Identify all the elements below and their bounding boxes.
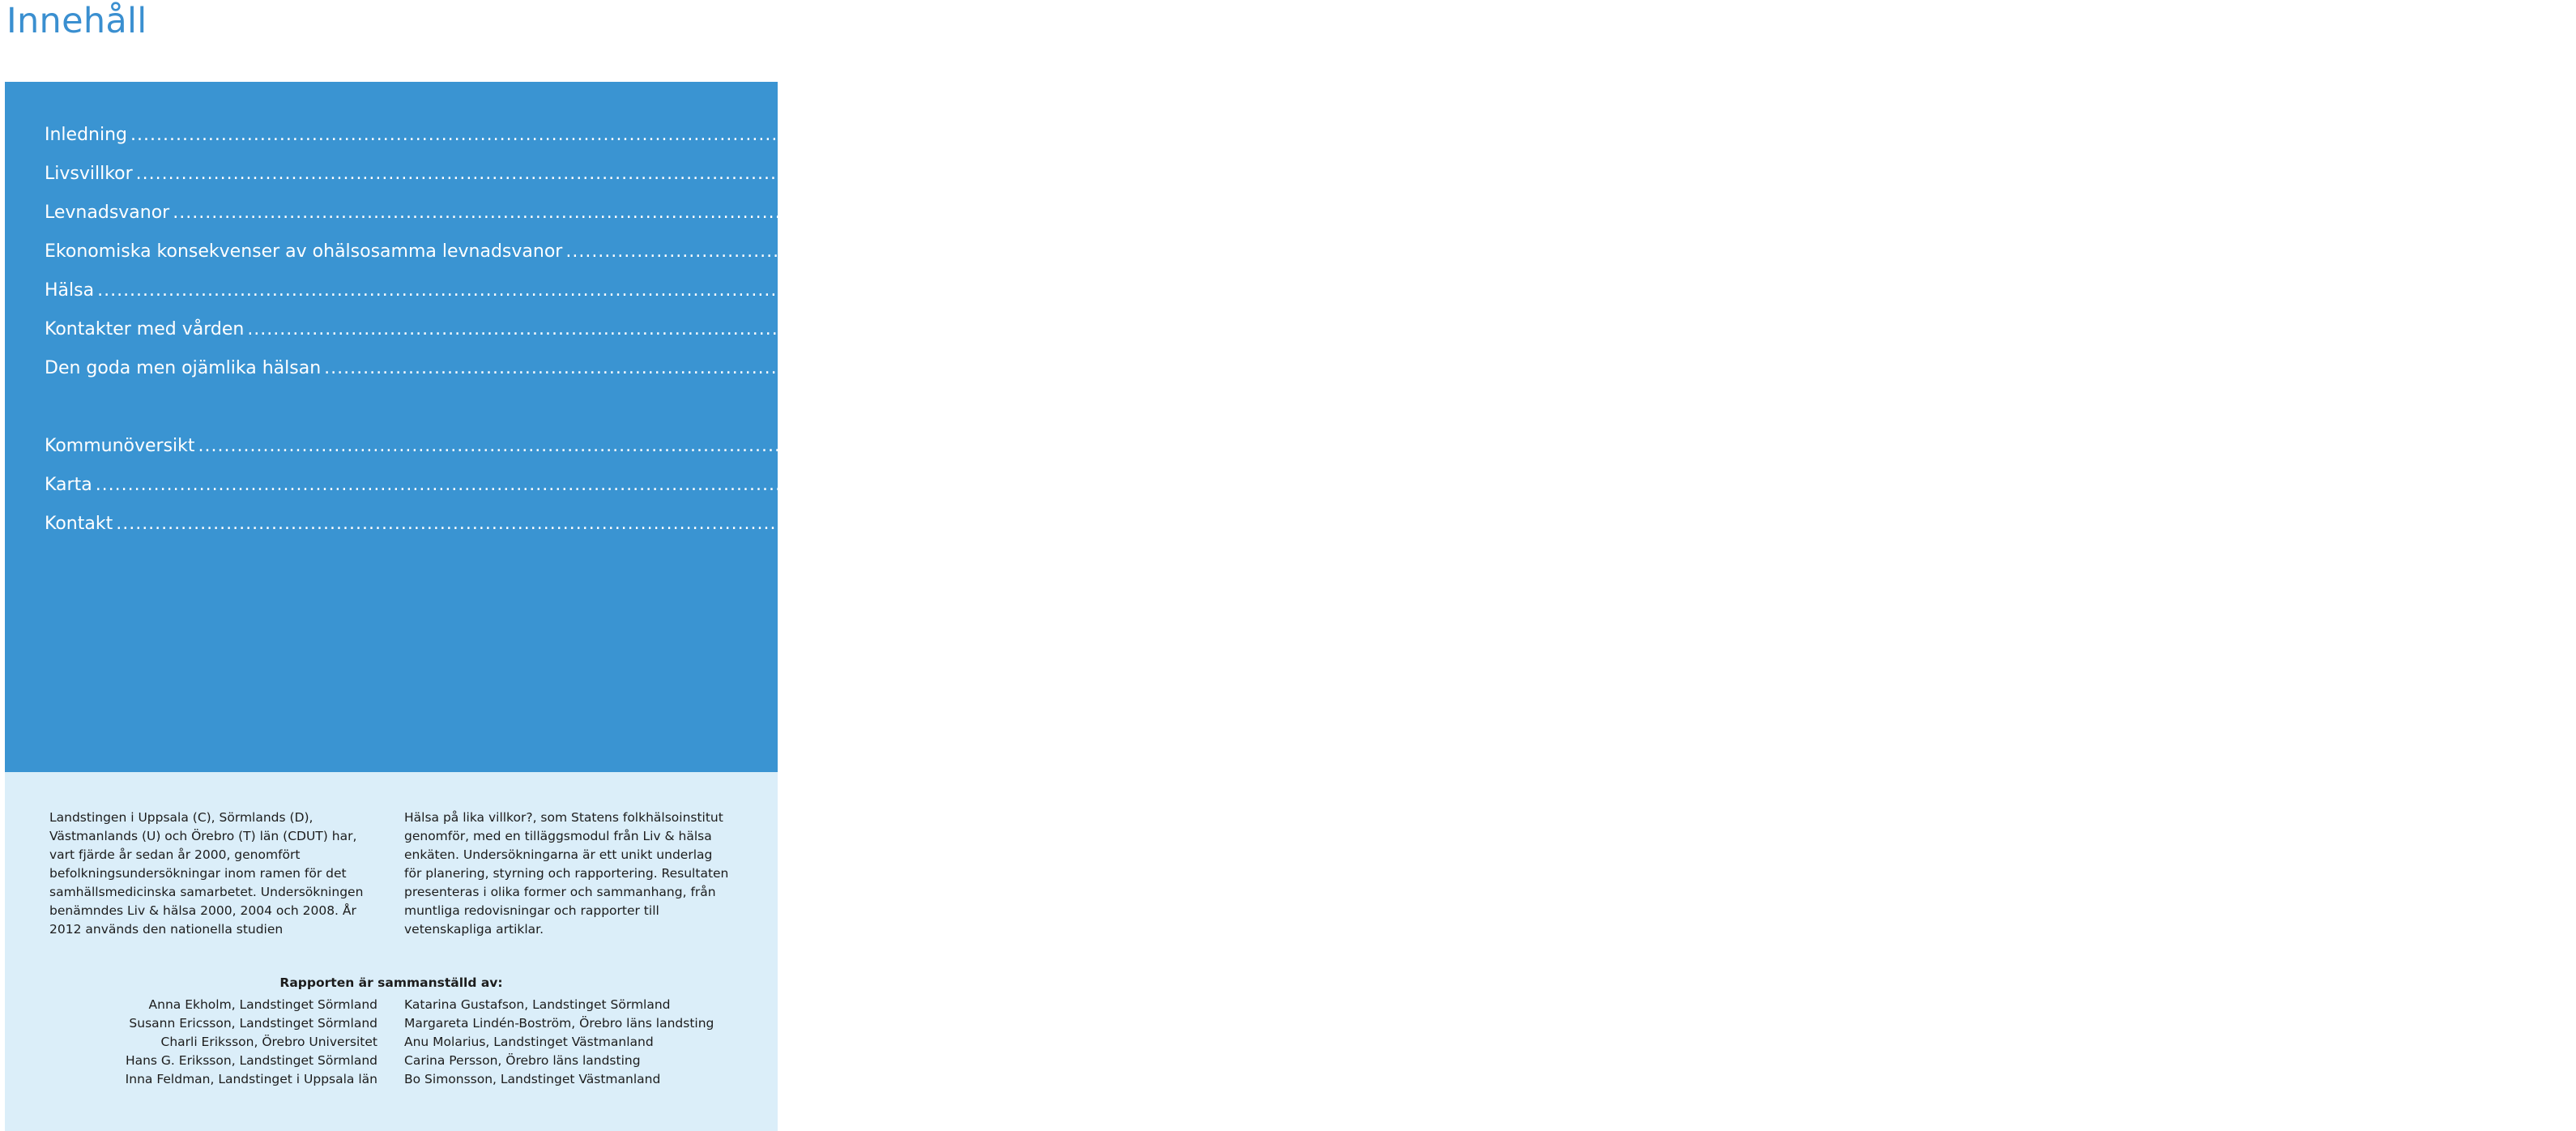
toc-leader: ............................................................................................................................................................................................................................................................................................................ [324,358,2267,378]
toc-leader: ............................................................................................................................................................................................................................................................................................................ [116,514,2059,534]
page-title: Innehåll [6,1,147,41]
toc-page: sida 18 [2193,319,2258,339]
toc-row[interactable] [45,355,2335,382]
toc-leader: ............................................................................................................................................................................................................................................................................................................ [95,475,2038,495]
intro-left-column [49,809,373,939]
credits-right-column [404,996,714,1089]
toc-page: omslagets insida [2143,436,2295,456]
toc-leader: ............................................................................................................................................................................................................................................................................................................ [135,164,2079,184]
toc-label: Livsvillkor [45,164,133,184]
toc-label: Levnadsvanor [45,203,170,223]
credit-name: Bo Simonsson, Landstinget Västmanland [404,1072,661,1086]
toc-label: Inledning [45,125,128,145]
toc-row[interactable] [45,199,2173,227]
toc-label: Hälsa [45,280,95,301]
credit-name: Katarina Gustafson, Landstinget Sörmland [404,997,671,1012]
toc-row[interactable] [45,277,2109,305]
toc-label: Kontakt [45,514,113,534]
credit-name: Inna Feldman, Landstinget i Uppsala län [125,1072,377,1086]
toc-leader: ............................................................................................................................................................................................................................................................................................................ [198,436,2141,456]
toc-leader: ............................................................................................................................................................................................................................................................................................................ [247,319,2190,339]
toc-page: sida 15 [2043,280,2109,301]
toc-page: sida 7 [2118,203,2173,223]
toc-page: sida 3 [2081,164,2135,184]
credits-left-column [126,996,377,1089]
credit-name: Carina Persson, Örebro läns landsting [404,1053,641,1068]
credit-name: Hans G. Eriksson, Landstinget Sörmland [125,1053,377,1068]
toc-leader: ............................................................................................................................................................................................................................................................................................................ [97,280,2041,301]
toc-row[interactable] [45,472,2183,499]
toc-row[interactable] [45,510,2228,538]
intro-paragraph: Hälsa på lika villkor?, som Statens folkhälsoinstitut genomför, med en tilläggsmodul från Liv & hälsa enkäten. Undersökningarna är ett unikt underlag för planering, styrning och rapportering. Resultaten presenteras i olika former och sammanhang, från muntliga redovisningar och rapporter till vetenskapliga artiklar. [404,810,729,937]
toc-row[interactable] [45,433,2295,460]
credit-name: Charli Eriksson, Örebro Universitet [160,1035,377,1049]
toc-page: sida 21 [2270,358,2335,378]
toc-page: sida 1 [2075,125,2130,145]
toc-label: Ekonomiska konsekvenser av ohälsosamma levnadsvanor [45,241,563,262]
toc-row[interactable] [45,316,2258,344]
credits-heading: Rapporten är sammanställd av: [279,975,503,990]
intro-right-column [404,809,732,939]
toc-label: Karta [45,475,92,495]
intro-paragraph: Landstingen i Uppsala (C), Sörmlands (D), Västmanlands (U) och Örebro (T) län (CDUT) har, vart fjärde år sedan år 2000, genomfört befolkningsundersökningar inom ramen för det samhällsmedicinska samarbetet. Undersökningen benämndes Liv & hälsa 2000, 2004 och 2008. År 2012 används den nationella studien [49,810,364,937]
toc-leader: ............................................................................................................................................................................................................................................................................................................ [130,125,2073,145]
credit-name: Margareta Lindén-Boström, Örebro läns landsting [404,1016,714,1031]
toc-row[interactable] [45,122,2130,149]
credit-name: Susann Ericsson, Landstinget Sörmland [129,1016,377,1031]
toc-leader: ............................................................................................................................................................................................................................................................................................................ [173,203,2116,223]
toc-label: Den goda men ojämlika hälsan [45,358,322,378]
credit-name: Anna Ekholm, Landstinget Sörmland [148,997,377,1012]
toc-page: omslagets utvik [2041,475,2183,495]
toc-page: omslagets baksida [2062,514,2228,534]
credit-name: Anu Molarius, Landstinget Västmanland [404,1035,654,1049]
toc-row[interactable] [45,238,2576,266]
toc-page: sida 13 [2511,241,2576,262]
toc-label: Kommunöversikt [45,436,195,456]
toc-row[interactable] [45,160,2135,188]
toc-leader: ............................................................................................................................................................................................................................................................................................................ [565,241,2509,262]
toc-label: Kontakter med vården [45,319,245,339]
